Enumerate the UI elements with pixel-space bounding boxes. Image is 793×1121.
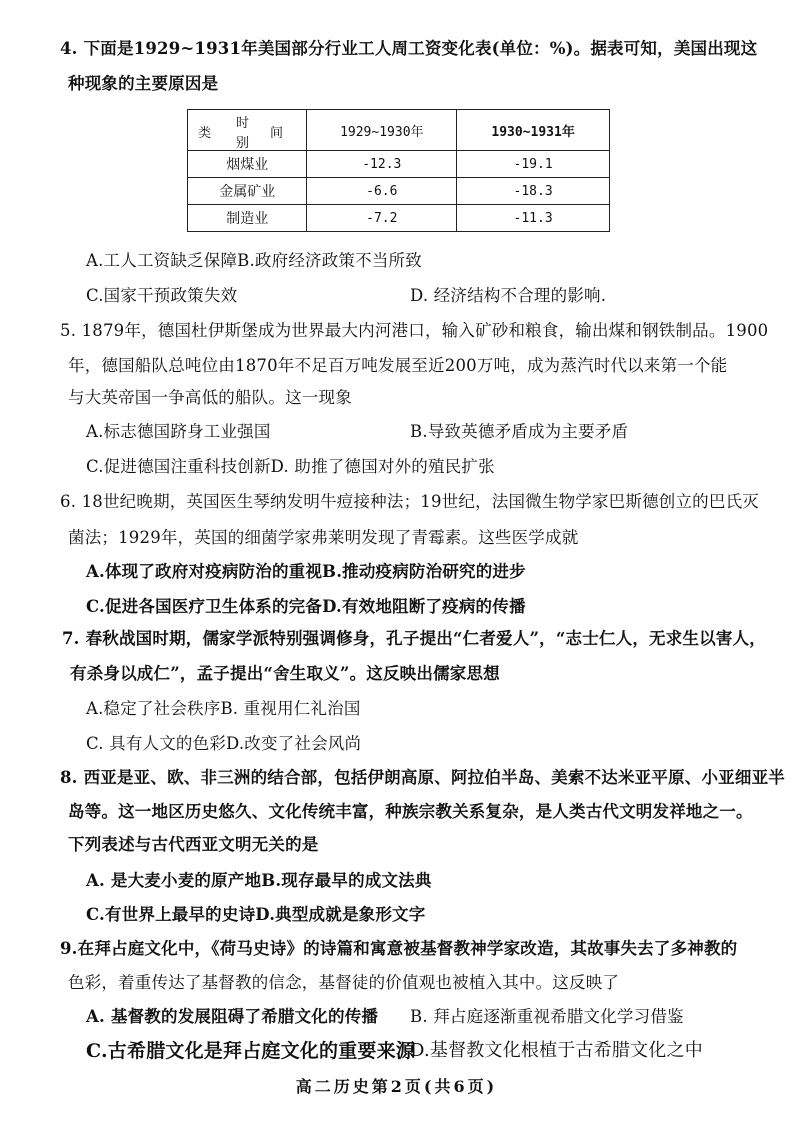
table-cell: -7.2 [307,205,457,232]
table-diagonal-header-cell [188,110,307,151]
table-cell: -11.3 [457,205,610,232]
q6-stem-line1: 6. 18世纪晚期，英国医生琴纳发明牛痘接种法；19世纪，法国微生物学家巴斯德创立的巴氏灭 [60,492,759,511]
table-row-label: 烟煤业 [188,151,307,178]
q8-option-ab: A. 是大麦小麦的原产地B.现存最早的成文法典 [86,871,432,890]
table-row-label: 制造业 [188,205,307,232]
table-cell: -6.6 [307,178,457,205]
header-diag-right: 间 [270,126,284,141]
q8-stem-line3: 下列表述与古代西亚文明无关的是 [68,835,319,854]
q5-stem-line2: 年，德国船队总吨位由1870年不足百万吨发展至近200万吨，成为蒸汽时代以来第一个能 [68,356,728,375]
q9-option-c: C.古希腊文化是拜占庭文化的重要来源 [86,1040,416,1062]
q9-stem-line1: 9.在拜占庭文化中，《荷马史诗》的诗篇和寓意被基督教神学家改造，其故事失去了多神教的 [60,939,738,958]
header-diag-top: 时 [236,116,250,131]
table-row-label: 金属矿业 [188,178,307,205]
q7-option-ab: A.稳定了社会秩序B. 重视用仁礼治国 [86,699,361,718]
q8-stem-line2: 岛等。这一地区历史悠久、文化传统丰富，种族宗教关系复杂，是人类古代文明发祥地之一。 [68,802,753,821]
q5-stem-line3: 与大英帝国一争高低的船队。这一现象 [68,388,352,407]
q8-option-cd: C.有世界上最早的史诗D.典型成就是象形文字 [86,905,426,924]
q6-stem-line2: 菌法；1929年，英国的细菌学家弗莱明发现了青霉素。这些医学成就 [68,528,579,547]
q5-stem-line1: 5. 1879年，德国杜伊斯堡成为世界最大内河港口，输入矿砂和粮食，输出煤和钢铁制品。1900 [60,321,769,340]
q9-stem-line2: 色彩，着重传达了基督教的信念，基督徒的价值观也被植入其中。这反映了 [68,973,620,992]
q9-option-d: D.基督教文化根植于古希腊文化之中 [410,1040,703,1061]
q4-option-c: C.国家干预政策失效 [86,286,238,305]
q5-option-b: B.导致英德矛盾成为主要矛盾 [410,422,629,441]
table-row [188,178,610,205]
table-cell: -19.1 [457,151,610,178]
table-header-row [188,110,610,151]
q4-stem-line1: 4. 下面是1929~1931年美国部分行业工人周工资变化表(单位：%)。据表可知，美国出现这 [60,39,758,58]
q9-option-a: A. 基督教的发展阻碍了希腊文化的传播 [86,1007,379,1026]
table-cell: -18.3 [457,178,610,205]
table-col-header-1: 1929~1930年 [307,110,457,151]
q4-stem-line2: 种现象的主要原因是 [68,74,219,93]
wage-change-table [187,109,610,232]
q6-option-ab: A.体现了政府对疫病防治的重视B.推动疫病防治研究的进步 [86,562,526,581]
q4-option-d: D. 经济结构不合理的影响. [410,286,607,305]
q4-option-ab: A.工人工资缺乏保障B.政府经济政策不当所致 [86,251,422,270]
header-diag-bottom: 别 [236,136,250,151]
q5-option-a: A.标志德国跻身工业强国 [86,422,271,441]
q9-option-b: B. 拜占庭逐渐重视希腊文化学习借鉴 [410,1007,684,1026]
q7-option-cd: C. 具有人文的色彩D.改变了社会风尚 [86,734,362,753]
q7-stem-line1: 7. 春秋战国时期，儒家学派特别强调修身，孔子提出“仁者爱人”，“志士仁人，无求生以害人， [62,629,766,648]
q8-stem-line1: 8. 西亚是亚、欧、非三洲的结合部，包括伊朗高原、阿拉伯半岛、美索不达米亚平原、小亚细亚半 [60,768,785,787]
table-row [188,205,610,232]
table-col-header-2: 1930~1931年 [457,110,610,151]
table-cell: -12.3 [307,151,457,178]
q5-option-cd: C.促进德国注重科技创新D. 助推了德国对外的殖民扩张 [86,457,495,476]
header-diag-left: 类 [198,126,212,141]
q7-stem-line2: 有杀身以成仁”，孟子提出“舍生取义”。这反映出儒家思想 [70,664,500,683]
page-footer: 高二历史第2页(共6页) [295,1077,498,1096]
q6-option-cd: C.促进各国医疗卫生体系的完备D.有效地阻断了疫病的传播 [86,597,526,616]
table-row [188,151,610,178]
